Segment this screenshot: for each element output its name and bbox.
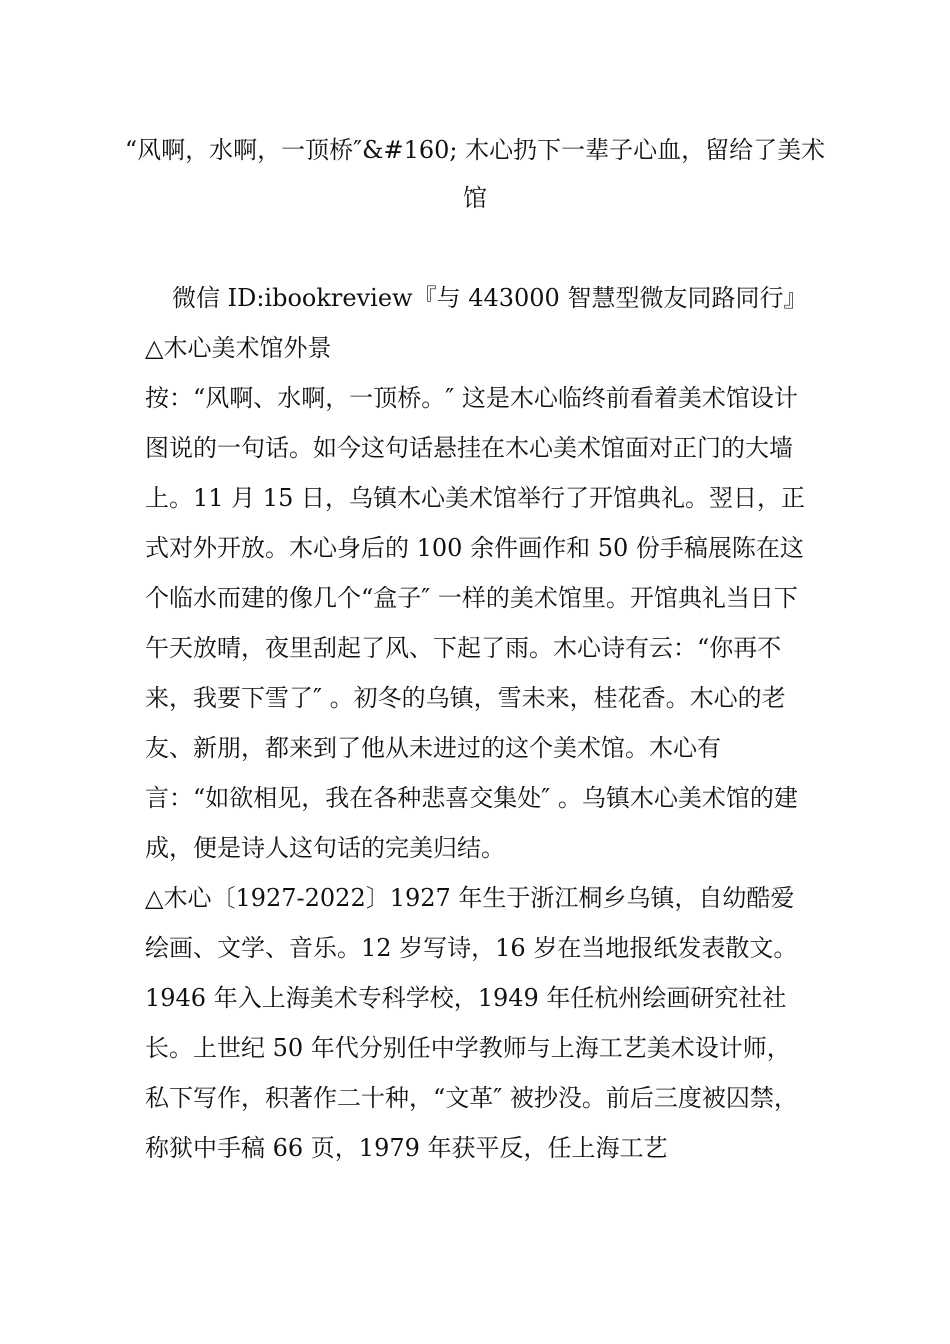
wechat-id-line: 微信 ID:ibookreview『与 443000 智慧型微友同路同行』 (172, 284, 808, 312)
document-body (145, 273, 808, 1173)
document-title: “风啊，水啊，一顶桥″&#160; 木心扔下一辈子心血，留给了美术馆 (124, 136, 826, 212)
biography-paragraph: △木心〔1927-2022〕1927 年生于浙江桐乡乌镇，自幼酷爱绘画、文学、音乐。12 岁写诗，16 岁在当地报纸发表散文。1946 年入上海美术专科学校，1949 年任杭州绘画研究社社长。上世纪 50 年代分别任中学教师与上海工艺美术设计师，私下写作，积著作二十种，“文革″ 被抄没。前后三度被囚禁，称狱中手稿 66 页，1979 年获平反，任上海工艺 (145, 884, 798, 1162)
editor-note-paragraph: 按：“风啊、水啊，一顶桥。″ 这是木心临终前看着美术馆设计图说的一句话。如今这句话悬挂在木心美术馆面对正门的大墙上。11 月 15 日，乌镇木心美术馆举行了开馆典礼。翌日，正式对外开放。木心身后的 100 余件画作和 50 份手稿展陈在这个临水而建的像几个“盒子″ 一样的美术馆里。开馆典礼当日下午天放晴，夜里刮起了风、下起了雨。木心诗有云：“你再不来，我要下雪了″ 。初冬的乌镇，雪未来，桂花香。木心的老友、新朋，都来到了他从未进过的这个美术馆。木心有言：“如欲相见，我在各种悲喜交集处″ 。乌镇木心美术馆的建成，便是诗人这句话的完美归结。 (145, 384, 805, 862)
photo-caption-exterior: △木心美术馆外景 (145, 334, 332, 362)
